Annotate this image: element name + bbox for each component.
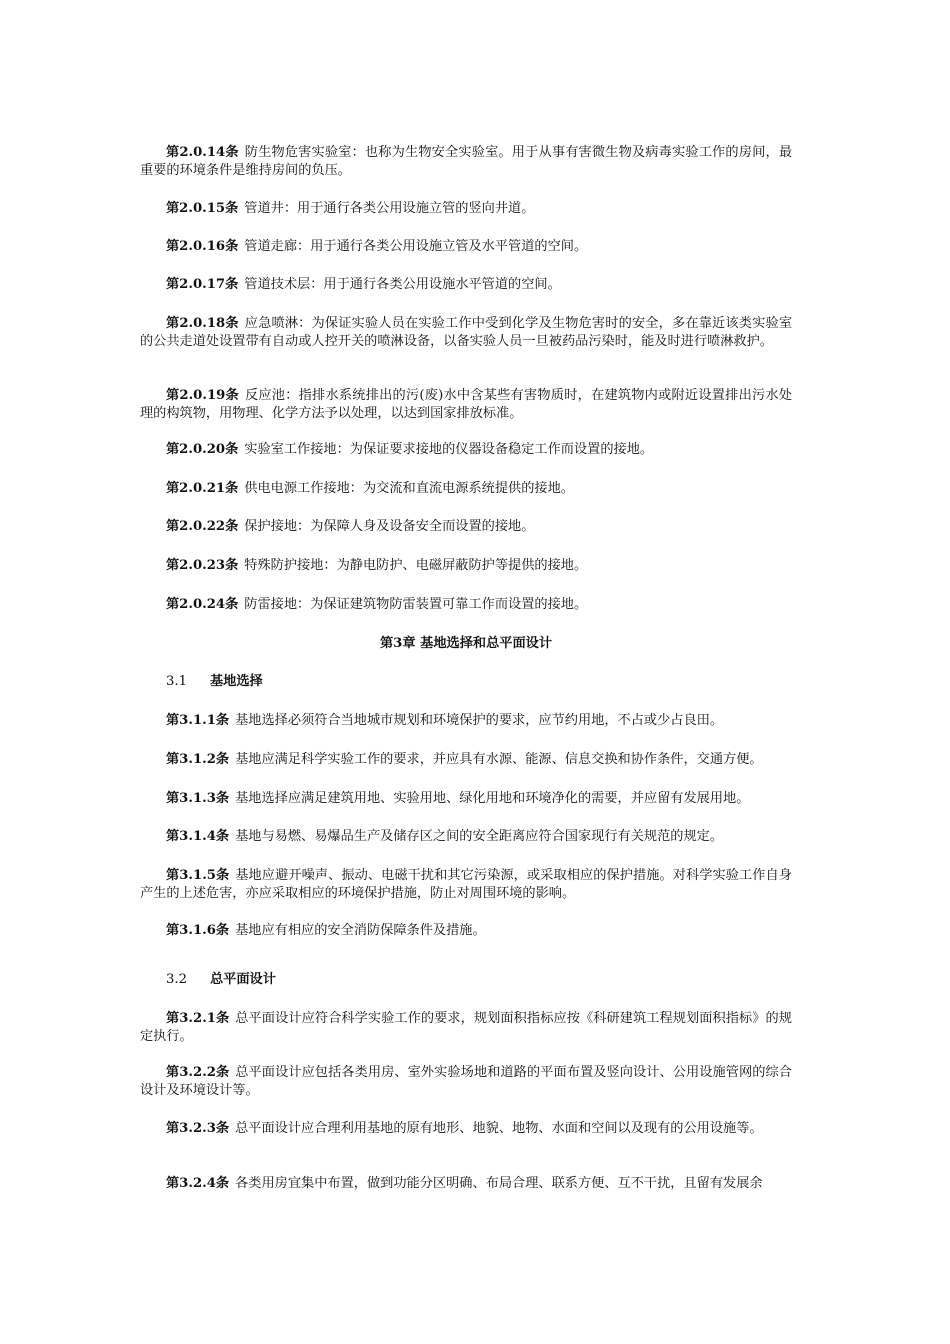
article-2-0-20: [140, 441, 792, 459]
article-text: 基地与易燃、易爆品生产及储存区之间的安全距离应符合国家现行有关规范的规定。: [235, 829, 724, 844]
article-text: 实验室工作接地：为保证要求接地的仪器设备稳定工作而设置的接地。: [244, 442, 654, 457]
article-2-0-18: [140, 315, 792, 351]
article-number: 第3.1.3条: [166, 791, 230, 806]
article-number: 第2.0.16条: [166, 239, 239, 254]
article-2-0-19: [140, 387, 792, 423]
article-text: 防生物危害实验室：也称为生物安全实验室。用于从事有害微生物及病毒实验工作的房间，最重要的环境条件是维持房间的负压。: [140, 145, 793, 178]
article-number: 第3.1.6条: [166, 923, 230, 938]
article-3-1-4: [140, 828, 792, 846]
article-text: 总平面设计应包括各类用房、室外实验场地和道路的平面布置及竖向设计、公用设施管网的综合设计及环境设计等。: [140, 1065, 792, 1098]
article-number: 第3.1.4条: [166, 829, 230, 844]
article-text: 基地选择应满足建筑用地、实验用地、绿化用地和环境净化的需要，并应留有发展用地。: [235, 791, 750, 806]
article-2-0-23: [140, 557, 792, 575]
article-2-0-21: [140, 480, 792, 498]
article-text: 基地选择必须符合当地城市规划和环境保护的要求，应节约用地，不占或少占良田。: [235, 713, 724, 728]
section-number: 3.2: [166, 972, 187, 987]
article-number: 第3.2.4条: [166, 1176, 230, 1191]
article-number: 第2.0.15条: [166, 201, 239, 216]
article-text: 各类用房宜集中布置，做到功能分区明确、布局合理、联系方便、互不干扰，且留有发展余: [235, 1176, 763, 1191]
article-text: 总平面设计应符合科学实验工作的要求，规划面积指标应按《科研建筑工程规划面积指标》的规定执行。: [140, 1011, 792, 1044]
article-text: 保护接地：为保障人身及设备安全而设置的接地。: [244, 519, 535, 534]
article-number: 第2.0.23条: [166, 558, 239, 573]
article-number: 第2.0.17条: [166, 277, 239, 292]
chapter-title: 第3章 基地选择和总平面设计: [379, 636, 553, 651]
article-text: 供电电源工作接地：为交流和直流电源系统提供的接地。: [244, 481, 574, 496]
article-number: 第3.1.2条: [166, 752, 230, 767]
article-text: 应急喷淋：为保证实验人员在实验工作中受到化学及生物危害时的安全，多在靠近该类实验室的公共走道处设置带有自动或人控开关的喷淋设备，以备实验人员一旦被药品污染时，能及时进行喷淋救护。: [140, 316, 793, 349]
article-3-2-2: [140, 1064, 792, 1100]
article-number: 第2.0.19条: [166, 388, 239, 403]
article-text: 管道井：用于通行各类公用设施立管的竖向井道。: [244, 201, 535, 216]
article-3-1-2: [140, 751, 792, 769]
article-text: 管道技术层：用于通行各类公用设施水平管道的空间。: [244, 277, 561, 292]
section-number: 3.1: [166, 674, 187, 689]
article-text: 总平面设计应合理利用基地的原有地形、地貌、地物、水面和空间以及现有的公用设施等。: [235, 1121, 763, 1136]
article-number: 第2.0.20条: [166, 442, 239, 457]
article-2-0-24: [140, 596, 792, 614]
article-number: 第3.1.1条: [166, 713, 230, 728]
article-3-1-6: [140, 922, 792, 940]
section-title: 基地选择: [210, 674, 263, 689]
article-text: 特殊防护接地：为静电防护、电磁屏蔽防护等提供的接地。: [244, 558, 588, 573]
article-text: 基地应避开噪声、振动、电磁干扰和其它污染源，或采取相应的保护措施。对科学实验工作自身产生的上述危害，亦应采取相应的环境保护措施，防止对周围环境的影响。: [140, 868, 792, 901]
article-3-1-1: [140, 712, 792, 730]
article-text: 防雷接地：为保证建筑物防雷装置可靠工作而设置的接地。: [244, 597, 588, 612]
article-3-1-3: [140, 790, 792, 808]
article-number: 第3.1.5条: [166, 868, 230, 883]
article-number: 第2.0.18条: [166, 316, 239, 331]
article-3-2-4: [140, 1175, 792, 1193]
article-text: 管道走廊：用于通行各类公用设施立管及水平管道的空间。: [244, 239, 588, 254]
article-3-2-1: [140, 1010, 792, 1046]
article-text: 基地应满足科学实验工作的要求，并应具有水源、能源、信息交换和协作条件，交通方便。: [235, 752, 763, 767]
article-number: 第2.0.14条: [166, 145, 239, 160]
section-heading-3-2: [166, 971, 276, 989]
article-number: 第3.2.1条: [166, 1011, 230, 1026]
article-2-0-22: [140, 518, 792, 536]
article-3-2-3: [140, 1120, 792, 1138]
article-number: 第3.2.3条: [166, 1121, 230, 1136]
section-title: 总平面设计: [210, 972, 276, 987]
section-heading-3-1: [166, 673, 263, 691]
article-2-0-17: [140, 276, 792, 294]
article-2-0-15: [140, 200, 792, 218]
article-number: 第2.0.22条: [166, 519, 239, 534]
article-3-1-5: [140, 867, 792, 903]
article-text: 基地应有相应的安全消防保障条件及措施。: [235, 923, 486, 938]
article-text: 反应池：指排水系统排出的污(废)水中含某些有害物质时，在建筑物内或附近设置排出污水处理的构筑物，用物理、化学方法予以处理，以达到国家排放标准。: [140, 388, 792, 421]
article-number: 第2.0.24条: [166, 597, 239, 612]
article-number: 第2.0.21条: [166, 481, 239, 496]
article-number: 第3.2.2条: [166, 1065, 230, 1080]
article-2-0-16: [140, 238, 792, 256]
article-2-0-14: [140, 144, 792, 180]
